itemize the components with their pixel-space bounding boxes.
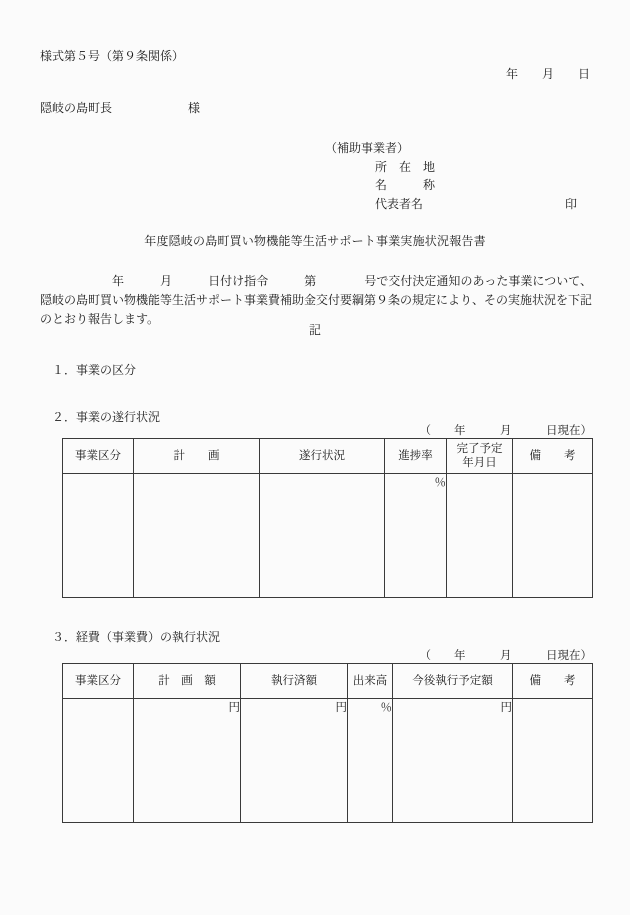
th-completion-rate: 出来高	[348, 664, 393, 699]
cell-remarks[interactable]	[513, 474, 593, 598]
cell-business-division[interactable]	[63, 699, 134, 823]
th-remarks: 備 考	[513, 664, 593, 699]
section-heading-3: ３．経費（事業費）の執行状況	[52, 630, 221, 644]
applicant-representative-row	[375, 195, 625, 214]
cell-execution-status[interactable]	[260, 474, 385, 598]
applicant-address-label: 所 在 地	[375, 159, 436, 174]
th-plan-amount: 計 画 額	[134, 664, 241, 699]
th-future-amount: 今後執行予定額	[393, 664, 513, 699]
cell-plan-amount[interactable]: 円	[134, 699, 241, 823]
form-number: 様式第５号（第９条関係）	[40, 49, 185, 63]
table-header-row	[63, 664, 593, 699]
th-business-division: 事業区分	[63, 664, 134, 699]
applicant-heading: （補助事業者）	[325, 141, 410, 155]
th-completion-date	[447, 439, 513, 474]
table-row	[63, 699, 593, 823]
th-remarks: 備 考	[513, 439, 593, 474]
addressee-honorific: 様	[188, 101, 201, 115]
th-business-division: 事業区分	[63, 439, 134, 474]
ki-mark: 記	[308, 323, 321, 337]
applicant-block	[325, 139, 625, 213]
cell-executed-amount[interactable]: 円	[241, 699, 348, 823]
cell-completion-date[interactable]	[447, 474, 513, 598]
table-progress-status	[62, 438, 593, 598]
section-heading-1: １．事業の区分	[52, 363, 137, 377]
applicant-name-label: 名 称	[375, 178, 436, 193]
applicant-representative-label: 代表者名	[375, 196, 424, 211]
th-executed-amount: 執行済額	[241, 664, 348, 699]
cell-plan[interactable]	[134, 474, 260, 598]
page-title: 年度隠岐の島町買い物機能等生活サポート事業実施状況報告書	[144, 234, 486, 248]
th-execution-status: 遂行状況	[260, 439, 385, 474]
section-heading-2: ２．事業の遂行状況	[52, 410, 161, 424]
cell-remarks[interactable]	[513, 699, 593, 823]
cell-completion-rate[interactable]: ％	[348, 699, 393, 823]
cell-business-division[interactable]	[63, 474, 134, 598]
table-row	[63, 474, 593, 598]
seal-mark: 印	[565, 196, 578, 211]
asof-date-progress: （ 年 月 日現在）	[419, 425, 592, 437]
cell-progress-rate[interactable]: ％	[385, 474, 447, 598]
cell-future-amount[interactable]: 円	[393, 699, 513, 823]
table-header-row	[63, 439, 593, 474]
document-date-line: 年 月 日	[505, 67, 590, 81]
addressee-name: 隠岐の島町長	[40, 101, 113, 115]
body-paragraph: 年 月 日付け指令 第 号で交付決定通知のあった事業について、隠岐の島町買い物機能等生活サポート事業費補助金交付要綱第９条の規定により、その実施状況を下記のとおり報告します。	[40, 274, 593, 327]
th-progress-rate: 進捗率	[385, 439, 447, 474]
th-plan: 計 画	[134, 439, 260, 474]
table-expense-execution	[62, 663, 593, 823]
th-completion-date-line1: 完了予定	[456, 442, 503, 455]
asof-date-expense: （ 年 月 日現在）	[419, 650, 592, 662]
th-completion-date-line2: 年月日	[462, 457, 497, 469]
